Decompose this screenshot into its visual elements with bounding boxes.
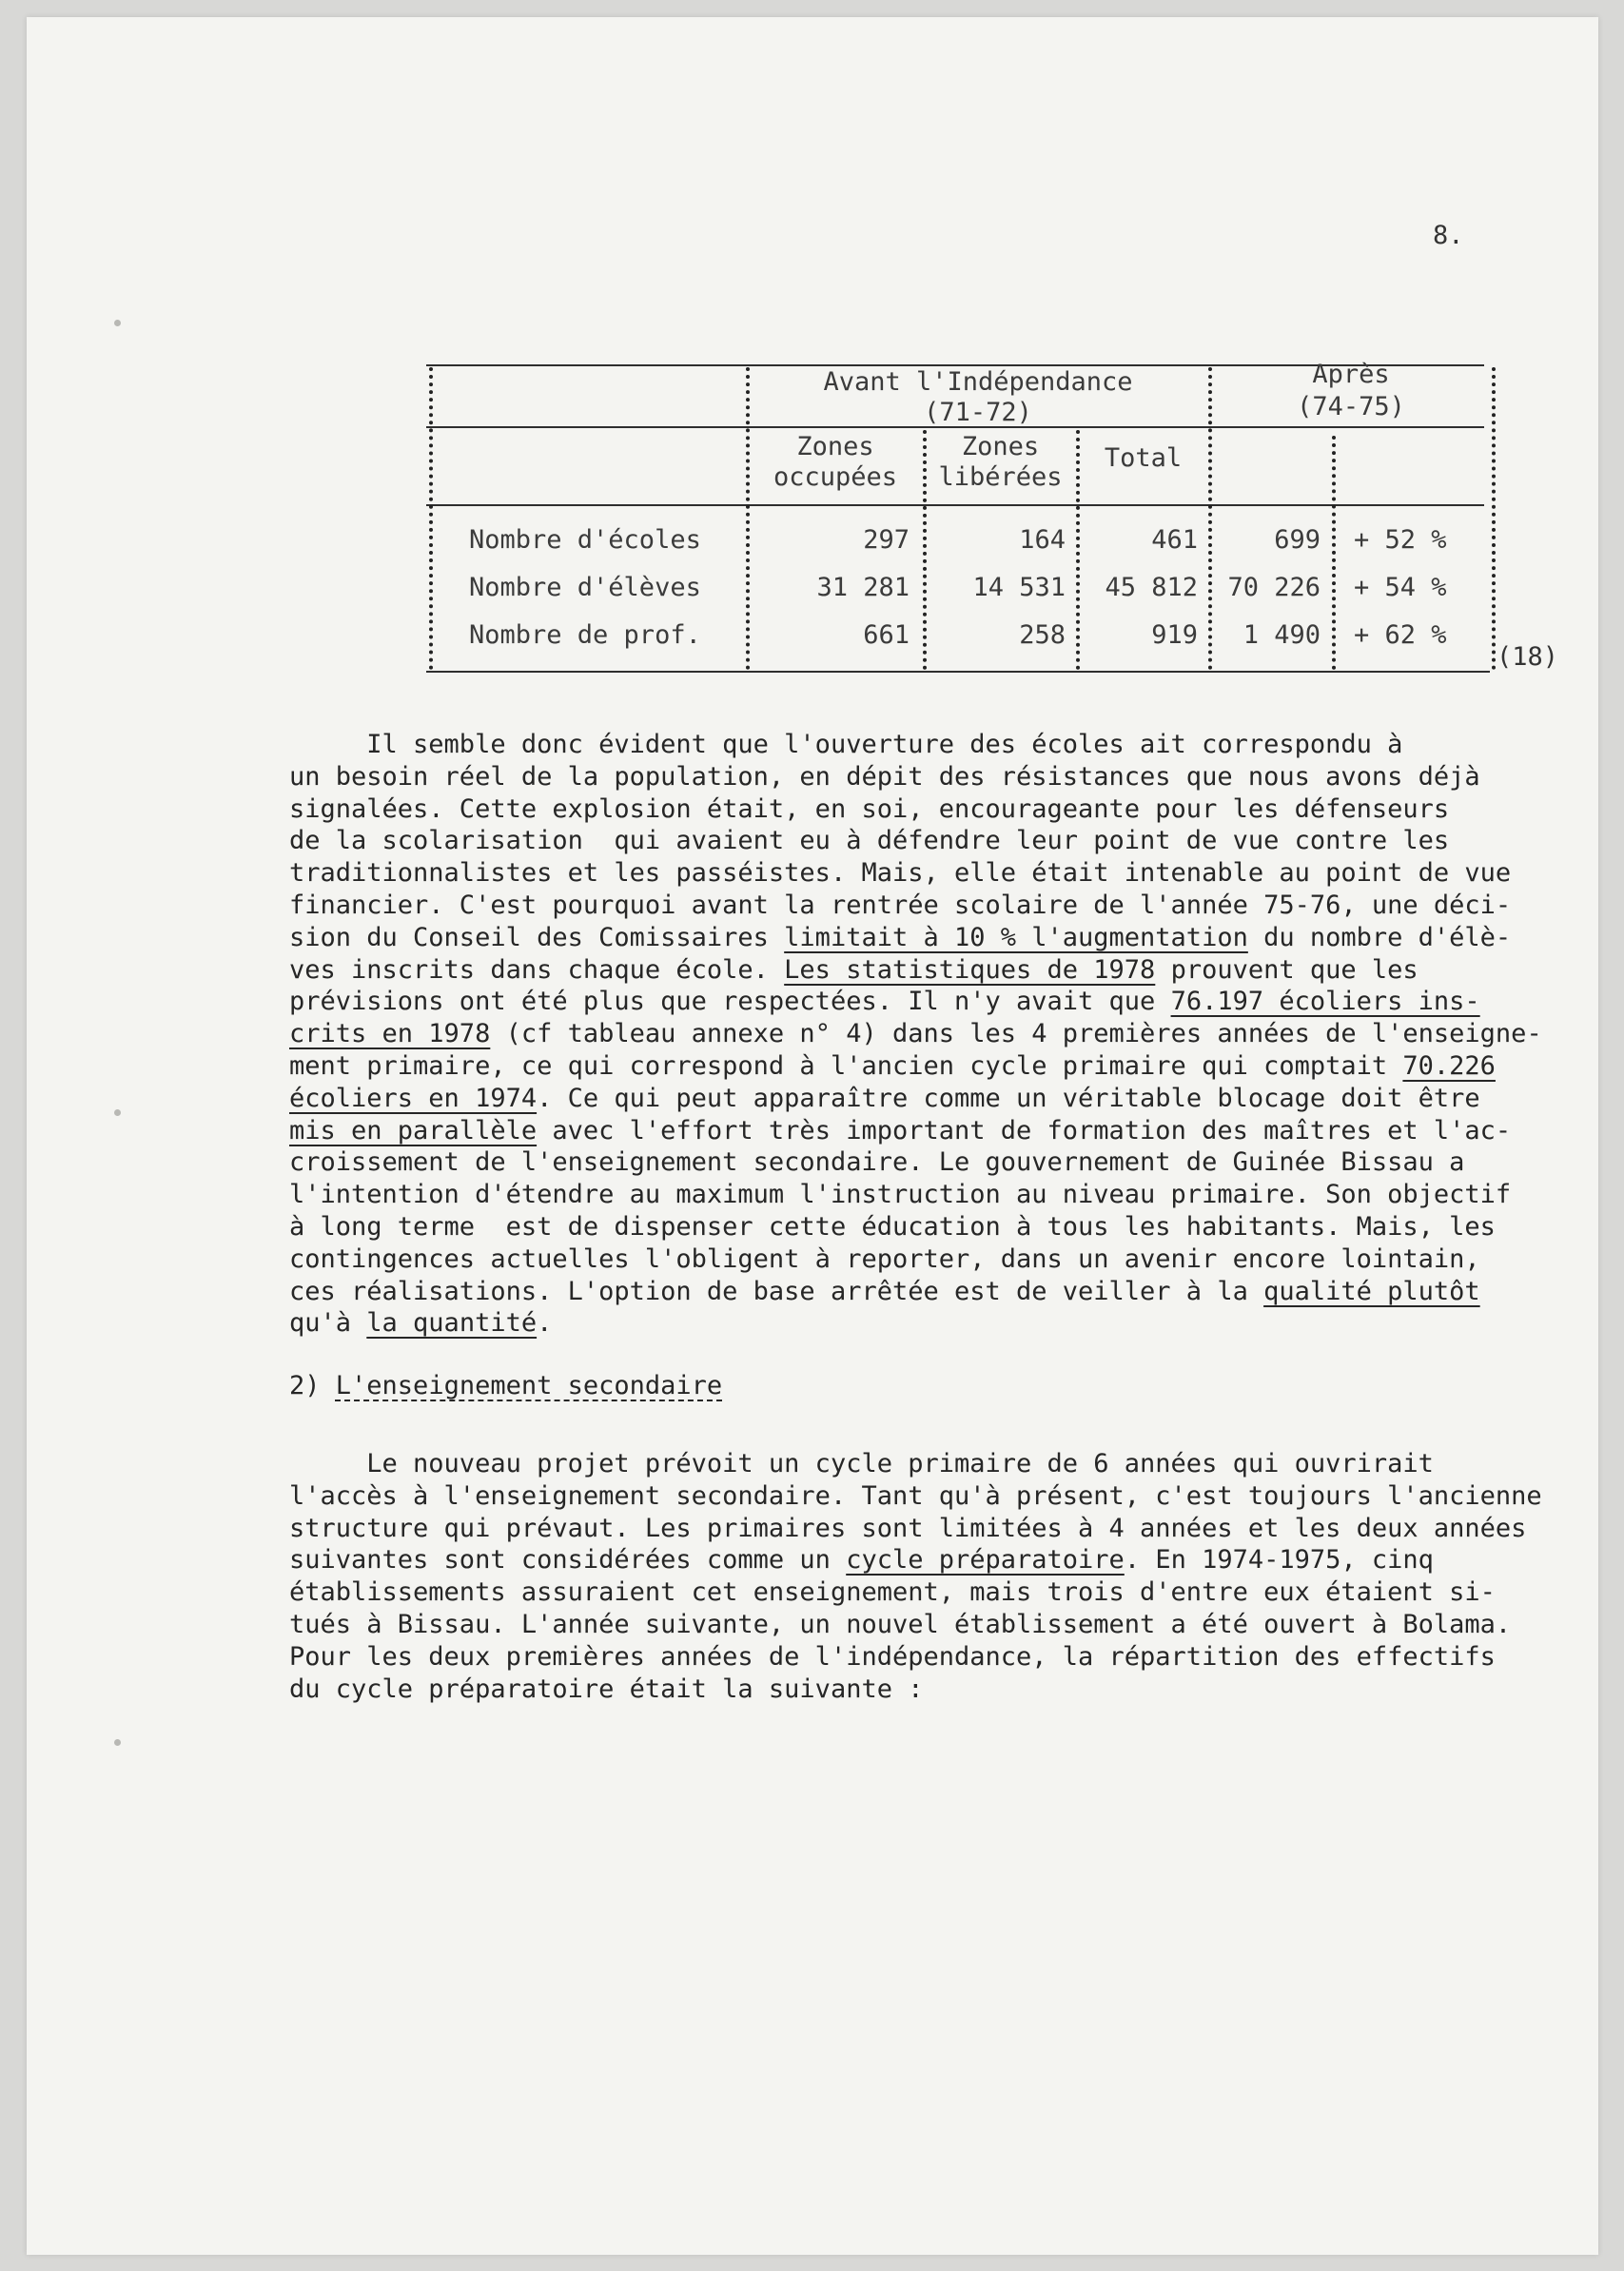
text-line: . Ce qui peut apparaître comme un véritable blocage doit être	[537, 1083, 1480, 1113]
text-line: prévisions ont été plus que respectées. Il n'y avait que	[289, 987, 1171, 1017]
text-line: tués à Bissau. L'année suivante, un nouvel établissement a été ouvert à Bolama.	[289, 1609, 1512, 1639]
section-number: 2)	[289, 1371, 336, 1400]
table-divider	[1492, 367, 1496, 670]
header-after: Après	[1312, 360, 1390, 389]
text-line: sion du Conseil des Comissaires	[289, 922, 785, 952]
text-line: prouvent que les	[1155, 954, 1419, 985]
text-line: financier. C'est pourquoi avant la rentrée scolaire de l'année 75-76, une déci-	[289, 890, 1512, 920]
text-line: du cycle préparatoire était la suivante :	[289, 1674, 924, 1704]
cell-occupied: 661	[863, 620, 910, 650]
text-line: l'accès à l'enseignement secondaire. Tant qu'à présent, c'est toujours l'ancienne	[289, 1480, 1542, 1511]
text-line: établissements assuraient cet enseignement, mais trois d'entre eux étaient si-	[289, 1577, 1496, 1608]
underlined-text: 76.197 écoliers ins-	[1170, 987, 1480, 1017]
text-line: signalées. Cette explosion était, en soi, encourageante pour les défenseurs	[289, 793, 1450, 824]
underlined-text: cycle préparatoire	[846, 1545, 1125, 1576]
cell-liberated: 258	[1019, 620, 1066, 650]
subheader-liberated-zones-2: libérées	[938, 462, 1063, 492]
cell-change: + 54 %	[1354, 573, 1447, 602]
body-paragraph-secondary	[289, 1448, 1542, 1705]
cell-liberated: 14 531	[972, 573, 1066, 602]
underlined-text: 70.226	[1402, 1050, 1496, 1081]
cell-occupied: 297	[863, 525, 910, 555]
text-line: un besoin réel de la population, en dépit des résistances que nous avons déjà	[289, 761, 1480, 792]
schools-statistics-table	[426, 360, 1501, 674]
text-line: ces réalisations. L'option de base arrêtée est de veiller à la	[289, 1276, 1264, 1306]
cell-occupied: 31 281	[816, 573, 910, 602]
table-divider	[1332, 436, 1336, 670]
header-after-years: (74-75)	[1297, 392, 1405, 421]
underlined-text: limitait à 10 % l'augmentation	[784, 922, 1248, 952]
cell-after: 699	[1274, 525, 1321, 555]
row-label: Nombre de prof.	[469, 620, 701, 650]
header-before-years: (71-72)	[924, 398, 1032, 427]
text-line: de la scolarisation qui avaient eu à défendre leur point de vue contre les	[289, 826, 1450, 856]
subheader-occupied-zones-2: occupées	[773, 462, 898, 492]
text-line: qu'à	[289, 1308, 367, 1339]
cell-liberated: 164	[1019, 525, 1066, 555]
cell-total: 45 812	[1105, 573, 1198, 602]
text-line: croissement de l'enseignement secondaire. Le gouvernement de Guinée Bissau a	[289, 1147, 1465, 1178]
page-number: 8.	[1433, 221, 1464, 250]
text-line: (cf tableau annexe n° 4) dans les 4 premières années de l'enseigne-	[490, 1019, 1542, 1049]
underlined-text: écoliers en 1974	[289, 1083, 538, 1113]
text-line: .	[537, 1308, 553, 1339]
body-paragraph-primary	[289, 729, 1542, 1340]
subheader-liberated-zones: Zones	[961, 432, 1040, 461]
binder-hole-mark	[114, 320, 121, 326]
text-line: . En 1974-1975, cinq	[1124, 1545, 1434, 1576]
cell-after: 1 490	[1242, 620, 1321, 650]
table-subheader-rule	[426, 504, 1484, 506]
text-line: contingences actuelles l'obligent à reporter, dans un avenir encore lointain,	[289, 1243, 1480, 1274]
text-line: l'intention d'étendre au maximum l'instruction au niveau primaire. Son objectif	[289, 1180, 1512, 1210]
cell-total: 461	[1151, 525, 1198, 555]
footnote-reference: (18)	[1497, 642, 1559, 672]
cell-total: 919	[1151, 620, 1198, 650]
underlined-text: qualité plutôt	[1263, 1276, 1480, 1306]
row-label: Nombre d'écoles	[469, 525, 701, 555]
section-heading	[289, 1370, 722, 1402]
underlined-text: crits en 1978	[289, 1019, 491, 1049]
row-label: Nombre d'élèves	[469, 573, 701, 602]
text-line: structure qui prévaut. Les primaires sont limitées à 4 années et les deux années	[289, 1513, 1527, 1543]
binder-hole-mark	[114, 1739, 121, 1746]
text-line: ves inscrits dans chaque école.	[289, 954, 785, 985]
text-line: suivantes sont considérées comme un	[289, 1545, 847, 1576]
text-line: à long terme est de dispenser cette éducation à tous les habitants. Mais, les	[289, 1211, 1496, 1242]
subheader-total: Total	[1104, 443, 1183, 473]
table-bottom-rule	[426, 671, 1490, 673]
section-title: L'enseignement secondaire	[335, 1371, 723, 1400]
text-line: ment primaire, ce qui correspond à l'ancien cycle primaire qui comptait	[289, 1050, 1403, 1081]
table-divider	[429, 367, 433, 670]
underlined-text: Les statistiques de 1978	[784, 954, 1156, 985]
underlined-text: la quantité	[366, 1308, 538, 1339]
text-line: avec l'effort très important de formation des maîtres et l'ac-	[537, 1115, 1512, 1145]
text-line: Le nouveau projet prévoit un cycle primaire de 6 années qui ouvrirait	[289, 1449, 1434, 1478]
text-line: traditionnalistes et les passéistes. Mais, elle était intenable au point de vue	[289, 858, 1512, 889]
binder-hole-mark	[114, 1109, 121, 1116]
text-line: Pour les deux premières années de l'indépendance, la répartition des effectifs	[289, 1641, 1496, 1672]
document-page	[27, 17, 1598, 2255]
underlined-text: mis en parallèle	[289, 1115, 538, 1145]
subheader-occupied-zones: Zones	[796, 432, 874, 461]
cell-change: + 52 %	[1354, 525, 1447, 555]
cell-after: 70 226	[1227, 573, 1321, 602]
header-before-independence: Avant l'Indépendance	[823, 367, 1133, 397]
text-line: Il semble donc évident que l'ouverture des écoles ait correspondu à	[289, 730, 1403, 759]
cell-change: + 62 %	[1354, 620, 1447, 650]
text-line: du nombre d'élè-	[1247, 922, 1512, 952]
